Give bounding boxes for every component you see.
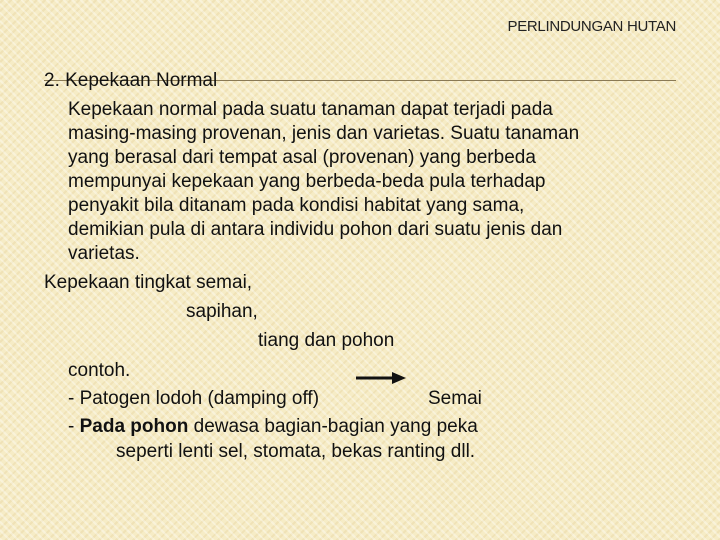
example-item-2-rest: dewasa bagian-bagian yang peka xyxy=(188,416,478,437)
paragraph-line-6: demikian pula di antara individu pohon dari suatu jenis dan xyxy=(68,219,563,240)
section-heading: 2. Kepekaan Normal xyxy=(44,70,218,91)
slide-header: PERLINDUNGAN HUTAN xyxy=(507,18,676,35)
paragraph-line-3: yang berasal dari tempat asal (provenan) yang berbeda xyxy=(68,147,536,168)
levels-intro: Kepekaan tingkat semai, xyxy=(44,272,253,293)
paragraph-line-4: mempunyai kepekaan yang berbeda-beda pula terhadap xyxy=(68,171,546,192)
level-sapihan: sapihan, xyxy=(186,301,258,322)
example-item-1-target: Semai xyxy=(428,388,482,409)
example-label: contoh. xyxy=(68,360,131,381)
example-item-2-prefix: - xyxy=(68,416,80,437)
example-item-2-bold: Pada pohon xyxy=(79,416,189,437)
example-item-2-cont: seperti lenti sel, stomata, bekas ranting dll. xyxy=(116,441,476,462)
paragraph-line-7: varietas. xyxy=(68,243,140,264)
paragraph-line-2: masing-masing provenan, jenis dan varietas. Suatu tanaman xyxy=(68,123,580,144)
example-item-1: - Patogen lodoh (damping off) xyxy=(68,388,320,409)
level-tiang-pohon: tiang dan pohon xyxy=(258,330,395,351)
example-item-2 xyxy=(68,415,478,439)
right-arrow-icon xyxy=(356,370,406,386)
paragraph-line-5: penyakit bila ditanam pada kondisi habitat yang sama, xyxy=(68,195,525,216)
paragraph-line-1: Kepekaan normal pada suatu tanaman dapat terjadi pada xyxy=(68,99,553,120)
